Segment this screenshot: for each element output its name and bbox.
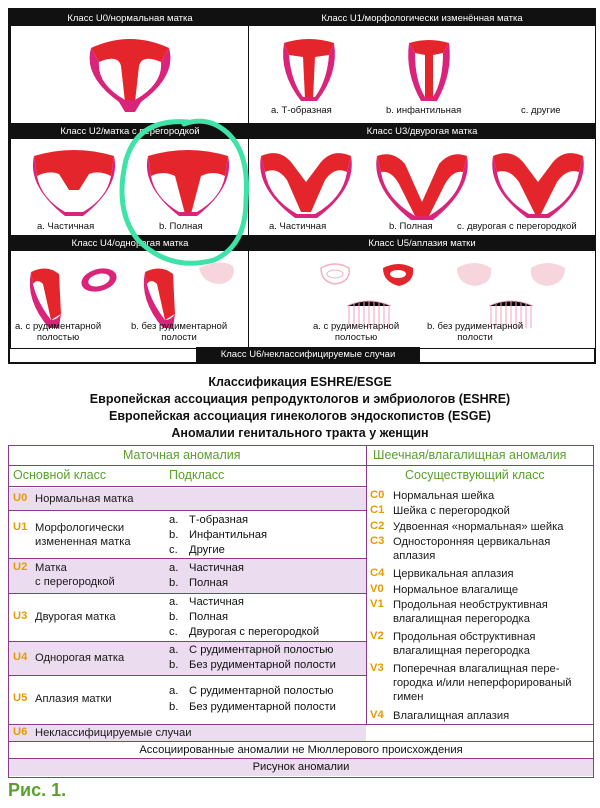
name-u4: Однорогая матка bbox=[35, 652, 125, 664]
name-c0: Нормальная шейка bbox=[393, 490, 495, 502]
sub-letter: c. bbox=[169, 626, 178, 638]
panel-title-u5: Класс U5/аплазия матки bbox=[249, 236, 595, 251]
row-divider bbox=[9, 465, 593, 466]
header-uterine: Маточная аномалия bbox=[123, 448, 241, 462]
sub-text: Двурогая с перегородкой bbox=[189, 626, 320, 638]
sub-letter: a. bbox=[169, 562, 179, 574]
code-u1: U1 bbox=[13, 521, 28, 533]
footer-non-mullerian: Ассоциированные аномалии не Мюллерового происхождения bbox=[139, 744, 463, 756]
classification-table bbox=[8, 445, 594, 778]
sub-letter: c. bbox=[169, 544, 178, 556]
sub-letter: b. bbox=[169, 659, 179, 671]
panel-u2 bbox=[10, 123, 250, 237]
caption-u3b: b. Полная bbox=[389, 221, 433, 232]
code-v1: V1 bbox=[370, 598, 384, 610]
caption-u4b bbox=[131, 321, 227, 343]
sub-u2a bbox=[169, 561, 244, 575]
caption-u2a: a. Частичная bbox=[37, 221, 95, 232]
sub-letter: b. bbox=[169, 611, 179, 623]
row-divider bbox=[9, 724, 593, 725]
panel-u1 bbox=[248, 10, 596, 125]
title-line-1: Классификация ESHRE/ESGE bbox=[208, 375, 392, 389]
figure-label: Рис. 1. bbox=[8, 780, 67, 800]
sub-text: Другие bbox=[189, 544, 225, 556]
name-u6: Неклассифицируемые случаи bbox=[35, 727, 192, 739]
code-c0: C0 bbox=[370, 489, 385, 501]
sub-u3c bbox=[169, 625, 319, 639]
caption-u1c: c. другие bbox=[521, 105, 561, 116]
caption-u5b-text: b. без рудиментарной полости bbox=[427, 321, 524, 343]
panel-title-u0: Класс U0/нормальная матка bbox=[11, 11, 249, 26]
code-u4: U4 bbox=[13, 651, 28, 663]
sub-u1a bbox=[169, 513, 248, 527]
row-divider bbox=[9, 510, 366, 511]
header-cervical: Шеечная/влагалищная аномалия bbox=[373, 448, 567, 462]
panel-title-u2: Класс U2/матка с перегородкой bbox=[11, 124, 249, 139]
sub-letter: b. bbox=[169, 577, 179, 589]
code-u5: U5 bbox=[13, 692, 28, 704]
panel-title-u6: Класс U6/неклассифицируемые случаи bbox=[196, 347, 420, 362]
sub-text: Полная bbox=[189, 577, 229, 589]
panel-u4 bbox=[10, 235, 250, 349]
classification-diagram bbox=[8, 8, 596, 364]
code-c2: C2 bbox=[370, 520, 385, 532]
caption-u1a: a. Т-образная bbox=[271, 105, 332, 116]
sub-letter: a. bbox=[169, 514, 179, 526]
row-divider bbox=[9, 593, 366, 594]
uterus-partial-septum-illustration bbox=[19, 142, 129, 222]
header-main-class: Основной класс bbox=[13, 468, 107, 482]
sub-u1b bbox=[169, 528, 267, 542]
name-v4: Влагалищная аплазия bbox=[393, 710, 510, 722]
name-v2: Продольная обструктивная влагалищная перегородка bbox=[393, 631, 536, 657]
sub-text: Без рудиментарной полости bbox=[189, 701, 336, 713]
row-divider bbox=[9, 641, 366, 642]
title-line-4: Аномалии генитального тракта у женщин bbox=[171, 426, 429, 440]
name-c4: Цервикальная аплазия bbox=[393, 568, 514, 580]
caption-u4b-text: b. без рудиментарной полости bbox=[131, 321, 228, 343]
name-v1: Продольная необструктивная влагалищная перегородка bbox=[393, 599, 548, 625]
code-u3: U3 bbox=[13, 610, 28, 622]
panel-u0 bbox=[10, 10, 250, 125]
sub-u4b bbox=[169, 658, 336, 672]
row-divider bbox=[9, 486, 366, 487]
sub-u5b bbox=[169, 700, 336, 714]
sub-u1c bbox=[169, 543, 225, 557]
sub-text: С рудиментарной полостью bbox=[189, 685, 334, 697]
code-v3: V3 bbox=[370, 662, 384, 674]
panel-title-u4: Класс U4/однорогая матка bbox=[11, 236, 249, 251]
sub-u3a bbox=[169, 595, 244, 609]
uterus-t-shaped-illustration bbox=[259, 33, 359, 113]
uterus-bicornuate-septate-illustration bbox=[483, 142, 593, 224]
sub-u3b bbox=[169, 610, 228, 624]
code-v4: V4 bbox=[370, 709, 384, 721]
sub-letter: a. bbox=[169, 685, 179, 697]
sub-text: Полная bbox=[189, 611, 229, 623]
caption-u5a bbox=[313, 321, 399, 343]
title-line-3: Европейская ассоциация гинекологов эндоскопистов (ESGE) bbox=[109, 409, 491, 423]
code-c3: C3 bbox=[370, 535, 385, 547]
sub-letter: a. bbox=[169, 596, 179, 608]
column-divider bbox=[366, 446, 367, 724]
sub-text: С рудиментарной полостью bbox=[189, 644, 334, 656]
row-divider bbox=[9, 558, 366, 559]
uterus-normal-illustration bbox=[11, 26, 249, 124]
caption-u1b: b. инфантильная bbox=[386, 105, 462, 116]
uterus-bicornuate-complete-illustration bbox=[367, 142, 477, 224]
header-subclass: Подкласс bbox=[169, 468, 225, 482]
sub-u2b bbox=[169, 576, 228, 590]
panel-title-u1: Класс U1/морфологически изменённая матка bbox=[249, 11, 595, 26]
uterus-bicornuate-partial-illustration bbox=[251, 142, 361, 224]
name-v3: Поперечная влагалищная пере- городка и/или неперфорированый гимен bbox=[393, 663, 572, 703]
title-line-2: Европейская ассоциация репродуктологов и эмбриологов (ESHRE) bbox=[89, 392, 511, 406]
caption-u3c: c. двурогая с перегородкой bbox=[457, 221, 577, 232]
sub-letter: a. bbox=[169, 644, 179, 656]
caption-u5a-text: a. с рудиментарной полостью bbox=[313, 321, 400, 343]
panel-u3 bbox=[248, 123, 596, 237]
sub-text: Т-образная bbox=[189, 514, 249, 526]
sub-letter: b. bbox=[169, 701, 179, 713]
uterus-infantile-illustration bbox=[379, 33, 479, 113]
footer-drawing: Рисунок аномалии bbox=[252, 761, 350, 773]
code-v2: V2 bbox=[370, 630, 384, 642]
code-u6: U6 bbox=[13, 726, 28, 738]
header-existing-class: Сосуществующий класс bbox=[405, 468, 545, 482]
sub-text: Частичная bbox=[189, 562, 244, 574]
caption-u4a bbox=[15, 321, 101, 343]
code-u2: U2 bbox=[13, 561, 28, 573]
sub-u5a bbox=[169, 684, 333, 698]
sub-text: Без рудиментарной полости bbox=[189, 659, 336, 671]
code-c1: C1 bbox=[370, 504, 385, 516]
name-u2: Матка с перегородкой bbox=[35, 562, 115, 588]
name-c3: Односторонняя цервикальная аплазия bbox=[393, 536, 551, 562]
caption-u3a: a. Частичная bbox=[269, 221, 327, 232]
panel-title-u3: Класс U3/двурогая матка bbox=[249, 124, 595, 139]
row-divider bbox=[9, 675, 366, 676]
code-v0: V0 bbox=[370, 583, 384, 595]
caption-u5b bbox=[427, 321, 523, 343]
uterus-complete-septum-illustration bbox=[133, 142, 243, 222]
name-c2: Удвоенная «нормальная» шейка bbox=[393, 521, 564, 533]
name-u1: Морфологически измененная матка bbox=[35, 522, 131, 548]
sub-text: Инфантильная bbox=[189, 529, 268, 541]
name-u5: Аплазия матки bbox=[35, 693, 112, 705]
name-v0: Нормальное влагалище bbox=[393, 584, 519, 596]
sub-letter: b. bbox=[169, 529, 179, 541]
panel-u5 bbox=[248, 235, 596, 349]
code-u0: U0 bbox=[13, 492, 28, 504]
name-u3: Двурогая матка bbox=[35, 611, 116, 623]
name-u0: Нормальная матка bbox=[35, 493, 134, 505]
code-c4: C4 bbox=[370, 567, 385, 579]
caption-u2b: b. Полная bbox=[159, 221, 203, 232]
name-c1: Шейка с перегородкой bbox=[393, 505, 510, 517]
sub-u4a bbox=[169, 643, 333, 657]
caption-u4a-text: a. с рудиментарной полостью bbox=[15, 321, 102, 343]
sub-text: Частичная bbox=[189, 596, 244, 608]
